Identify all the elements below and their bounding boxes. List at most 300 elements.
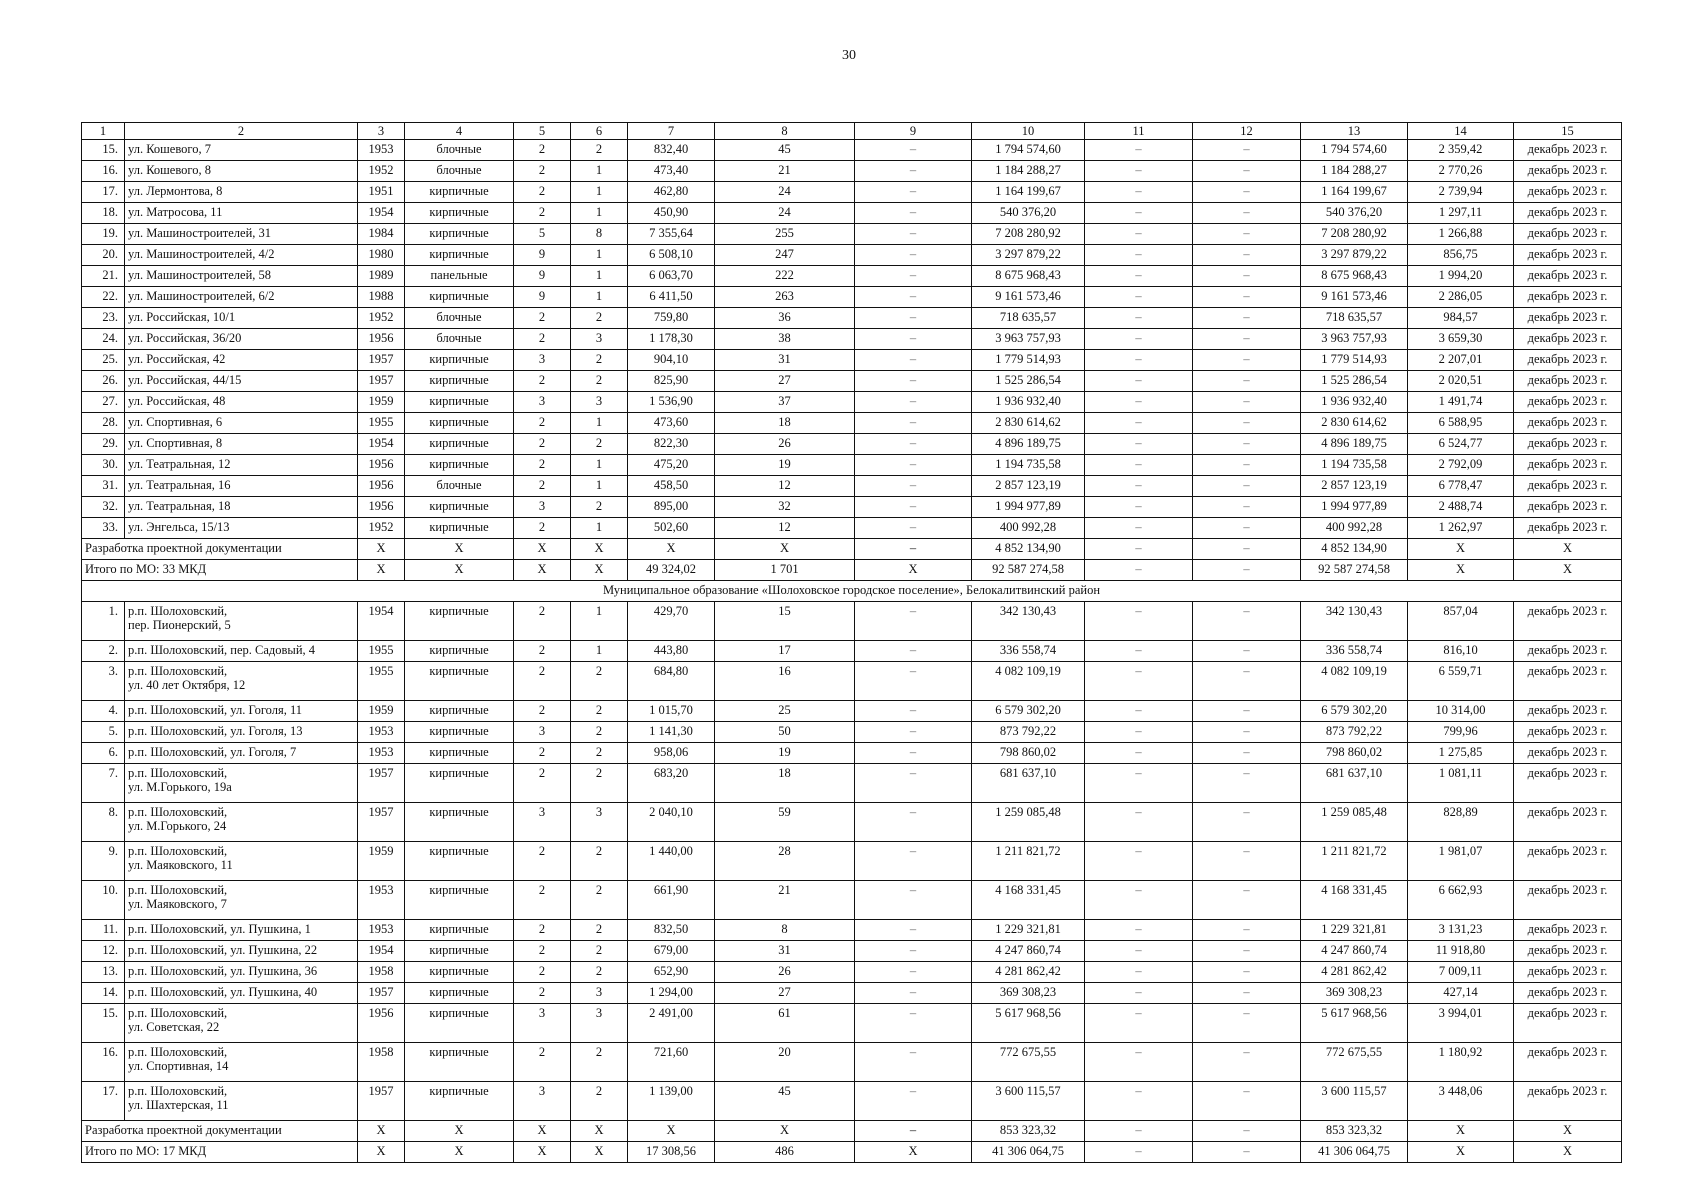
table-cell: X xyxy=(571,1121,628,1142)
col-header: 7 xyxy=(628,123,715,140)
table-cell: 14. xyxy=(82,983,125,1004)
table-cell: 1 164 199,67 xyxy=(1301,182,1408,203)
table-cell: 540 376,20 xyxy=(972,203,1085,224)
table-cell: X xyxy=(628,539,715,560)
table-cell: – xyxy=(855,743,972,764)
table-cell: 2 xyxy=(571,662,628,701)
table-cell: 1 525 286,54 xyxy=(972,371,1085,392)
table-cell: блочные xyxy=(405,308,514,329)
table-cell: 1 184 288,27 xyxy=(972,161,1085,182)
col-header: 15 xyxy=(1514,123,1622,140)
table-cell: 1959 xyxy=(358,701,405,722)
table-cell: р.п. Шолоховский, пер. Садовый, 4 xyxy=(125,641,358,662)
table-cell: 822,30 xyxy=(628,434,715,455)
table-row xyxy=(82,455,1622,476)
table-row xyxy=(82,497,1622,518)
table-cell: кирпичные xyxy=(405,203,514,224)
col-header: 14 xyxy=(1408,123,1514,140)
table-cell: 15. xyxy=(82,1004,125,1043)
table-cell: – xyxy=(855,941,972,962)
table-cell: – xyxy=(855,161,972,182)
table-cell: 2 xyxy=(514,1043,571,1082)
table-cell: ул. Российская, 44/15 xyxy=(125,371,358,392)
table-cell: – xyxy=(855,266,972,287)
table-cell: кирпичные xyxy=(405,962,514,983)
table-cell: 853 323,32 xyxy=(1301,1121,1408,1142)
table-row xyxy=(82,641,1622,662)
table-cell: 3 963 757,93 xyxy=(972,329,1085,350)
table-cell: 6. xyxy=(82,743,125,764)
table-cell: 2 xyxy=(514,434,571,455)
table-cell: 772 675,55 xyxy=(1301,1043,1408,1082)
table-cell: 4 281 862,42 xyxy=(1301,962,1408,983)
table-cell: 816,10 xyxy=(1408,641,1514,662)
table-cell: 2 xyxy=(571,140,628,161)
table-cell: 1 701 xyxy=(715,560,855,581)
table-cell: 718 635,57 xyxy=(1301,308,1408,329)
table-cell: – xyxy=(1085,962,1193,983)
table-cell: 2 xyxy=(571,920,628,941)
table-cell: р.п. Шолоховский, ул. Гоголя, 7 xyxy=(125,743,358,764)
table-cell: 1951 xyxy=(358,182,405,203)
table-cell: X xyxy=(405,539,514,560)
table-cell: 684,80 xyxy=(628,662,715,701)
table-cell: ул. Спортивная, 6 xyxy=(125,413,358,434)
table-cell: 958,06 xyxy=(628,743,715,764)
table-cell: – xyxy=(855,308,972,329)
table-cell: 3 xyxy=(514,722,571,743)
table-cell: ул. Матросова, 11 xyxy=(125,203,358,224)
table-cell: 1953 xyxy=(358,920,405,941)
table-cell: 36 xyxy=(715,308,855,329)
table-cell: 16 xyxy=(715,662,855,701)
table-row xyxy=(82,983,1622,1004)
table-cell: декабрь 2023 г. xyxy=(1514,764,1622,803)
table-cell: 1 994 977,89 xyxy=(972,497,1085,518)
col-header: 8 xyxy=(715,123,855,140)
table-cell: 1 xyxy=(571,602,628,641)
table-cell: 759,80 xyxy=(628,308,715,329)
table-cell: – xyxy=(1193,455,1301,476)
table-cell: декабрь 2023 г. xyxy=(1514,1082,1622,1121)
table-cell: 2 xyxy=(514,455,571,476)
table-cell: X xyxy=(571,560,628,581)
table-cell: 2 xyxy=(514,920,571,941)
table-cell: 427,14 xyxy=(1408,983,1514,1004)
table-row xyxy=(82,392,1622,413)
table-row xyxy=(82,722,1622,743)
table-cell: ул. Театральная, 18 xyxy=(125,497,358,518)
table-cell: 9. xyxy=(82,842,125,881)
table-cell: – xyxy=(1085,920,1193,941)
table-cell: декабрь 2023 г. xyxy=(1514,308,1622,329)
table-cell: 661,90 xyxy=(628,881,715,920)
table-row xyxy=(82,701,1622,722)
table-cell: 33. xyxy=(82,518,125,539)
table-cell: – xyxy=(855,962,972,983)
table-cell: ул. Российская, 48 xyxy=(125,392,358,413)
table-cell: кирпичные xyxy=(405,701,514,722)
table-cell: – xyxy=(1193,962,1301,983)
table-row xyxy=(82,1043,1622,1082)
table-cell: 1 xyxy=(571,182,628,203)
table-cell: – xyxy=(1085,203,1193,224)
table-row xyxy=(82,1004,1622,1043)
table-cell: р.п. Шолоховский, ул. Маяковского, 7 xyxy=(125,881,358,920)
table-cell: ул. Машиностроителей, 58 xyxy=(125,266,358,287)
table-cell: декабрь 2023 г. xyxy=(1514,392,1622,413)
table-cell: 2 xyxy=(571,764,628,803)
col-header: 11 xyxy=(1085,123,1193,140)
table-cell: 2 xyxy=(514,161,571,182)
table-cell: кирпичные xyxy=(405,245,514,266)
table-cell: 1 994,20 xyxy=(1408,266,1514,287)
table-cell: 24. xyxy=(82,329,125,350)
table-cell: X xyxy=(514,560,571,581)
table-cell: 5 617 968,56 xyxy=(1301,1004,1408,1043)
table-cell: – xyxy=(1085,539,1193,560)
table-cell: 45 xyxy=(715,1082,855,1121)
table-cell: 23. xyxy=(82,308,125,329)
table-cell: 3 994,01 xyxy=(1408,1004,1514,1043)
table-cell: 26 xyxy=(715,434,855,455)
table-cell: 3 448,06 xyxy=(1408,1082,1514,1121)
table-cell: 3 659,30 xyxy=(1408,329,1514,350)
table-cell: 3 xyxy=(514,1004,571,1043)
table-cell: 1952 xyxy=(358,161,405,182)
col-header: 5 xyxy=(514,123,571,140)
table-cell: 1 491,74 xyxy=(1408,392,1514,413)
table-cell: декабрь 2023 г. xyxy=(1514,140,1622,161)
table-cell: 21 xyxy=(715,881,855,920)
table-cell: – xyxy=(1085,803,1193,842)
table-cell: – xyxy=(1193,803,1301,842)
table-cell: 4 852 134,90 xyxy=(1301,539,1408,560)
table-cell: – xyxy=(1193,560,1301,581)
table-cell: – xyxy=(1193,140,1301,161)
col-header: 1 xyxy=(82,123,125,140)
table-cell: 2 xyxy=(514,881,571,920)
table-cell: 1954 xyxy=(358,203,405,224)
table-cell: 8 675 968,43 xyxy=(1301,266,1408,287)
table-cell: 16. xyxy=(82,161,125,182)
table-cell: – xyxy=(855,641,972,662)
table-cell: ул. Энгельса, 15/13 xyxy=(125,518,358,539)
table-cell: 2 xyxy=(571,497,628,518)
design-docs-row xyxy=(82,1121,1622,1142)
table-cell: 1 259 085,48 xyxy=(972,803,1085,842)
table-cell: ул. Российская, 42 xyxy=(125,350,358,371)
table-cell: 11 918,80 xyxy=(1408,941,1514,962)
table-cell: 17. xyxy=(82,182,125,203)
table-cell: кирпичные xyxy=(405,941,514,962)
table-cell: 2 xyxy=(514,641,571,662)
table-cell: – xyxy=(855,1043,972,1082)
table-cell: декабрь 2023 г. xyxy=(1514,518,1622,539)
table-cell: 718 635,57 xyxy=(972,308,1085,329)
table-cell: ул. Лермонтова, 8 xyxy=(125,182,358,203)
table-cell: – xyxy=(855,518,972,539)
table-cell: 2 xyxy=(514,182,571,203)
table-cell: декабрь 2023 г. xyxy=(1514,224,1622,245)
table-cell: 32. xyxy=(82,497,125,518)
table-cell: 6 662,93 xyxy=(1408,881,1514,920)
table-cell: 336 558,74 xyxy=(972,641,1085,662)
table-cell: 2 857 123,19 xyxy=(972,476,1085,497)
table-cell: 32 xyxy=(715,497,855,518)
col-header: 6 xyxy=(571,123,628,140)
table-cell: 13. xyxy=(82,962,125,983)
table-cell: 1 536,90 xyxy=(628,392,715,413)
table-cell: р.п. Шолоховский, ул. М.Горького, 24 xyxy=(125,803,358,842)
table-cell: ул. Кошевого, 7 xyxy=(125,140,358,161)
table-cell: 28. xyxy=(82,413,125,434)
table-cell: 1959 xyxy=(358,842,405,881)
table-cell: 2 xyxy=(571,842,628,881)
design-docs-row xyxy=(82,539,1622,560)
table-cell: – xyxy=(855,662,972,701)
table-cell: 1 xyxy=(571,476,628,497)
table-cell: X xyxy=(715,1121,855,1142)
table-cell: 1953 xyxy=(358,722,405,743)
table-cell: 1 141,30 xyxy=(628,722,715,743)
table-cell: 799,96 xyxy=(1408,722,1514,743)
table-cell: 25 xyxy=(715,701,855,722)
table-cell: кирпичные xyxy=(405,371,514,392)
summary-label: Разработка проектной документации xyxy=(82,1121,358,1142)
table-cell: декабрь 2023 г. xyxy=(1514,455,1622,476)
table-cell: – xyxy=(855,413,972,434)
table-cell: ул. Машиностроителей, 4/2 xyxy=(125,245,358,266)
table-cell: 4 168 331,45 xyxy=(972,881,1085,920)
table-cell: 7 009,11 xyxy=(1408,962,1514,983)
table-cell: – xyxy=(1193,224,1301,245)
table-cell: – xyxy=(1085,842,1193,881)
table-cell: – xyxy=(1085,266,1193,287)
table-cell: 30. xyxy=(82,455,125,476)
table-cell: 92 587 274,58 xyxy=(1301,560,1408,581)
table-cell: 2 xyxy=(514,140,571,161)
table-cell: – xyxy=(855,245,972,266)
table-cell: – xyxy=(1085,560,1193,581)
table-cell: 832,40 xyxy=(628,140,715,161)
table-cell: – xyxy=(1193,881,1301,920)
table-cell: 255 xyxy=(715,224,855,245)
table-cell: р.п. Шолоховский, ул. Пушкина, 36 xyxy=(125,962,358,983)
table-row xyxy=(82,743,1622,764)
table-cell: 27 xyxy=(715,371,855,392)
table-cell: X xyxy=(358,560,405,581)
table-cell: – xyxy=(855,842,972,881)
table-cell: X xyxy=(628,1121,715,1142)
table-cell: 2 040,10 xyxy=(628,803,715,842)
table-cell: 19. xyxy=(82,224,125,245)
table-cell: декабрь 2023 г. xyxy=(1514,941,1622,962)
table-cell: 4 896 189,75 xyxy=(972,434,1085,455)
table-cell: 1955 xyxy=(358,413,405,434)
table-cell: – xyxy=(1085,1082,1193,1121)
table-cell: 9 xyxy=(514,287,571,308)
table-cell: 4 281 862,42 xyxy=(972,962,1085,983)
section-title-row xyxy=(82,581,1622,602)
table-cell: р.п. Шолоховский, ул. Шахтерская, 11 xyxy=(125,1082,358,1121)
table-cell: 1 229 321,81 xyxy=(1301,920,1408,941)
table-cell: 8 675 968,43 xyxy=(972,266,1085,287)
table-cell: – xyxy=(1193,182,1301,203)
table-cell: 16. xyxy=(82,1043,125,1082)
table-cell: 1 xyxy=(571,203,628,224)
table-cell: 825,90 xyxy=(628,371,715,392)
table-cell: 1956 xyxy=(358,455,405,476)
table-cell: – xyxy=(1193,920,1301,941)
table-cell: 6 524,77 xyxy=(1408,434,1514,455)
table-cell: 832,50 xyxy=(628,920,715,941)
table-cell: 369 308,23 xyxy=(972,983,1085,1004)
table-cell: 12 xyxy=(715,476,855,497)
table-cell: 3 xyxy=(571,329,628,350)
table-row xyxy=(82,266,1622,287)
table-cell: декабрь 2023 г. xyxy=(1514,881,1622,920)
table-cell: 1 xyxy=(571,518,628,539)
table-cell: – xyxy=(1193,518,1301,539)
table-cell: 1 794 574,60 xyxy=(1301,140,1408,161)
table-cell: 26. xyxy=(82,371,125,392)
table-cell: кирпичные xyxy=(405,455,514,476)
total-row xyxy=(82,560,1622,581)
table-cell: ул. Российская, 36/20 xyxy=(125,329,358,350)
table-cell: 1956 xyxy=(358,497,405,518)
table-cell: 2 xyxy=(514,329,571,350)
summary-label: Разработка проектной документации xyxy=(82,539,358,560)
table-cell: 1 981,07 xyxy=(1408,842,1514,881)
table-cell: – xyxy=(1193,392,1301,413)
table-cell: 61 xyxy=(715,1004,855,1043)
table-cell: 683,20 xyxy=(628,764,715,803)
table-cell: – xyxy=(1085,182,1193,203)
table-cell: 4 247 860,74 xyxy=(1301,941,1408,962)
table-body xyxy=(82,140,1622,1163)
table-cell: 5. xyxy=(82,722,125,743)
table-cell: кирпичные xyxy=(405,518,514,539)
table-cell: 1958 xyxy=(358,962,405,983)
table-cell: 462,80 xyxy=(628,182,715,203)
table-cell: 4 247 860,74 xyxy=(972,941,1085,962)
table-cell: 1. xyxy=(82,602,125,641)
table-cell: 2 xyxy=(571,434,628,455)
table-cell: – xyxy=(1085,140,1193,161)
table-cell: – xyxy=(855,140,972,161)
table-cell: 400 992,28 xyxy=(972,518,1085,539)
table-cell: 5 xyxy=(514,224,571,245)
table-cell: декабрь 2023 г. xyxy=(1514,641,1622,662)
table-cell: 9 xyxy=(514,266,571,287)
table-cell: 856,75 xyxy=(1408,245,1514,266)
table-cell: 1989 xyxy=(358,266,405,287)
table-cell: декабрь 2023 г. xyxy=(1514,1043,1622,1082)
table-cell: – xyxy=(1193,413,1301,434)
table-cell: X xyxy=(1408,560,1514,581)
table-cell: 1955 xyxy=(358,641,405,662)
table-cell: р.п. Шолоховский, ул. Гоголя, 13 xyxy=(125,722,358,743)
table-cell: 895,00 xyxy=(628,497,715,518)
table-cell: – xyxy=(1193,266,1301,287)
table-cell: – xyxy=(1085,1121,1193,1142)
table-cell: кирпичные xyxy=(405,497,514,518)
table-cell: 1954 xyxy=(358,941,405,962)
table-cell: X xyxy=(1408,1121,1514,1142)
table-cell: р.п. Шолоховский, ул. Маяковского, 11 xyxy=(125,842,358,881)
table-cell: 10 314,00 xyxy=(1408,701,1514,722)
table-cell: 49 324,02 xyxy=(628,560,715,581)
table-cell: – xyxy=(1085,287,1193,308)
table-cell: декабрь 2023 г. xyxy=(1514,245,1622,266)
table-cell: 6 508,10 xyxy=(628,245,715,266)
table-cell: блочные xyxy=(405,329,514,350)
table-cell: 1 229 321,81 xyxy=(972,920,1085,941)
table-cell: декабрь 2023 г. xyxy=(1514,182,1622,203)
table-cell: декабрь 2023 г. xyxy=(1514,287,1622,308)
table-cell: 1957 xyxy=(358,1082,405,1121)
table-cell: – xyxy=(1085,392,1193,413)
table-cell: 29. xyxy=(82,434,125,455)
table-cell: декабрь 2023 г. xyxy=(1514,329,1622,350)
table-cell: – xyxy=(1193,602,1301,641)
table-cell: 7 355,64 xyxy=(628,224,715,245)
table-cell: 8. xyxy=(82,803,125,842)
table-cell: 3 297 879,22 xyxy=(1301,245,1408,266)
table-cell: 1957 xyxy=(358,983,405,1004)
table-cell: – xyxy=(1193,1121,1301,1142)
table-cell: – xyxy=(1085,518,1193,539)
table-cell: 37 xyxy=(715,392,855,413)
table-cell: кирпичные xyxy=(405,881,514,920)
table-cell: 2 xyxy=(571,1043,628,1082)
table-cell: X xyxy=(1514,560,1622,581)
table-cell: 2 xyxy=(571,962,628,983)
table-cell: 3 xyxy=(514,803,571,842)
table-row xyxy=(82,518,1622,539)
col-header: 9 xyxy=(855,123,972,140)
table-cell: – xyxy=(855,701,972,722)
table-cell: кирпичные xyxy=(405,983,514,1004)
table-cell: 5 617 968,56 xyxy=(972,1004,1085,1043)
table-cell: – xyxy=(1085,455,1193,476)
table-cell: ул. Машиностроителей, 6/2 xyxy=(125,287,358,308)
table-cell: X xyxy=(1408,539,1514,560)
table-cell: декабрь 2023 г. xyxy=(1514,476,1622,497)
table-cell: 31 xyxy=(715,350,855,371)
table-cell: 2 xyxy=(514,962,571,983)
table-cell: р.п. Шолоховский, ул. 40 лет Октября, 12 xyxy=(125,662,358,701)
table-cell: – xyxy=(855,497,972,518)
table-cell: декабрь 2023 г. xyxy=(1514,701,1622,722)
table-cell: X xyxy=(358,1142,405,1163)
col-header: 12 xyxy=(1193,123,1301,140)
table-cell: 904,10 xyxy=(628,350,715,371)
table-cell: кирпичные xyxy=(405,1004,514,1043)
table-cell: 2 xyxy=(514,743,571,764)
table-cell: 1956 xyxy=(358,476,405,497)
table-cell: – xyxy=(1193,371,1301,392)
table-cell: – xyxy=(1193,1043,1301,1082)
table-cell: р.п. Шолоховский, ул. Пушкина, 40 xyxy=(125,983,358,1004)
table-cell: 1 xyxy=(571,455,628,476)
table-cell: – xyxy=(855,329,972,350)
table-cell: – xyxy=(1085,1004,1193,1043)
table-cell: кирпичные xyxy=(405,764,514,803)
table-cell: кирпичные xyxy=(405,1043,514,1082)
table-cell: – xyxy=(1085,329,1193,350)
